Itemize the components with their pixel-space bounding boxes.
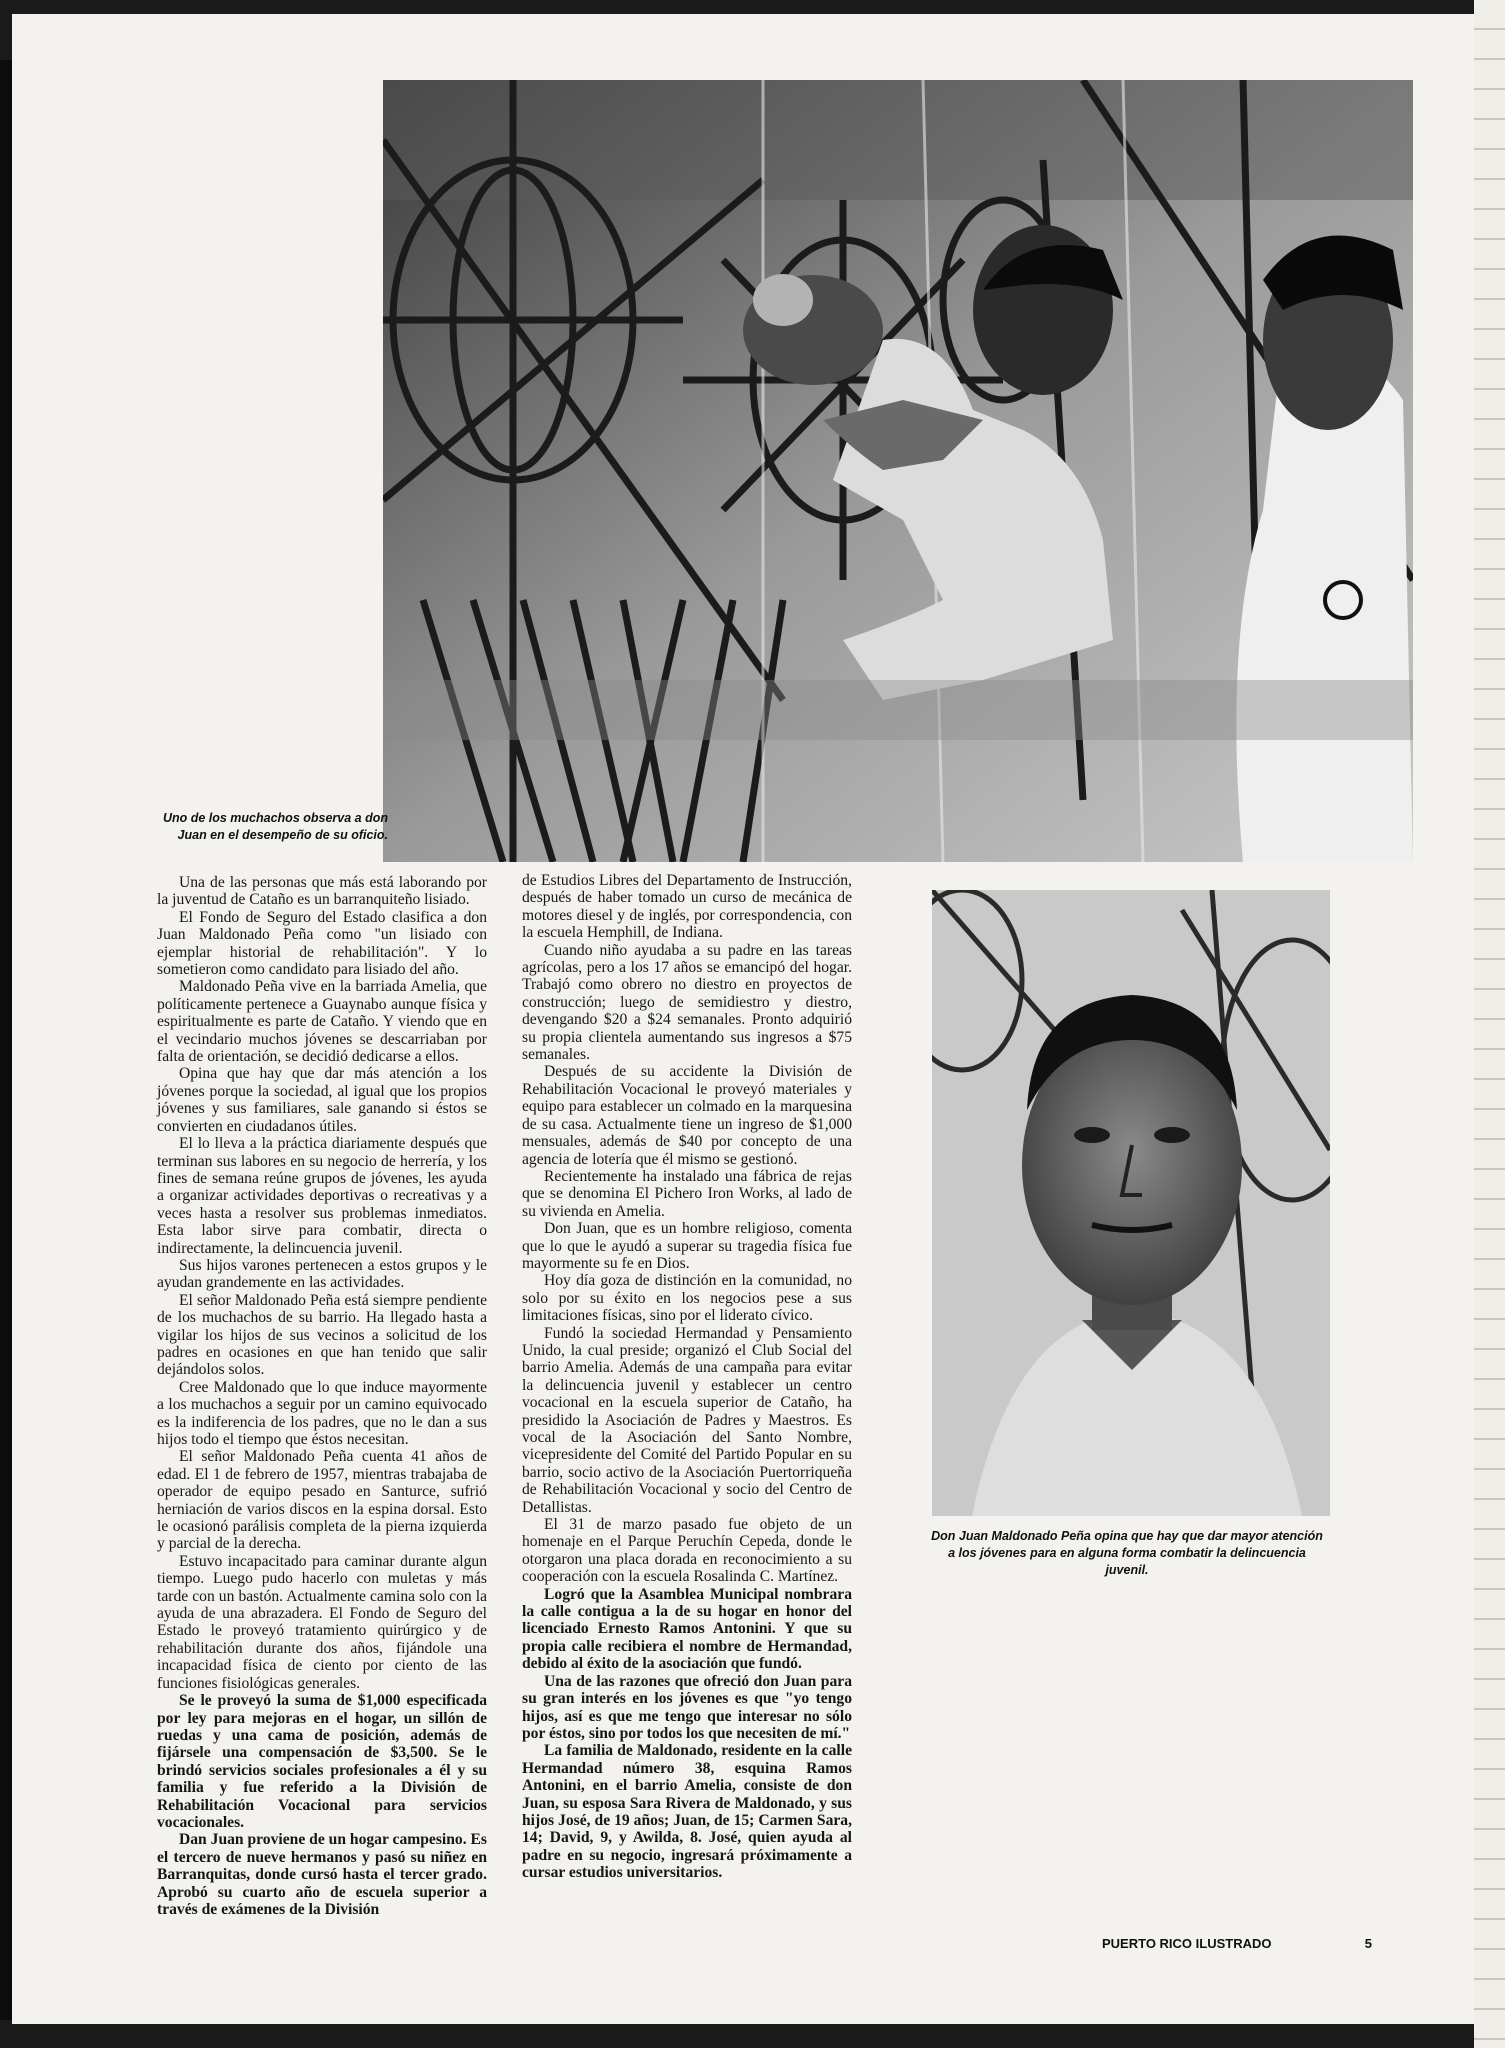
page-edge-right xyxy=(1474,0,1505,2048)
paragraph: Se le proveyó la suma de $1,000 especificada por ley para mejoras en el hogar, un sillón de ruedas y una cama de posición, además de fijársele una compensación de $3,500. Se le brindó servicios sociales profesionales a él y su familia y fue referido a la División de Rehabilitación Vocacional para servicios vocacionales. xyxy=(157,1692,487,1831)
paragraph: Una de las personas que más está laborando por la juventud de Cataño es un barranquiteño lisiado. xyxy=(157,874,487,909)
page-edge-left xyxy=(0,60,12,2020)
paragraph: El Fondo de Seguro del Estado clasifica a don Juan Maldonado Peña como "un lisiado con ejemplar historial de rehabilitación". Y lo sometieron como candidato para lisiado del año. xyxy=(157,908,487,979)
paragraph: Recientemente ha instalado una fábrica de rejas que se denomina El Pichero Iron Works, al lado de su vivienda en Amelia. xyxy=(522,1167,852,1220)
paragraph: El 31 de marzo pasado fue objeto de un homenaje en el Parque Peruchín Cepeda, donde le otorgaron una placa dorada en reconocimiento a su cooperación con la escuela Rosalinda C. Martínez. xyxy=(522,1516,852,1586)
portrait-photo-image xyxy=(932,890,1330,1516)
portrait-photo-caption: Don Juan Maldonado Peña opina que hay que dar mayor atención a los jóvenes para en alguna forma combatir la delincuencia juvenil. xyxy=(931,1529,1323,1577)
paragraph: de Estudios Libres del Departamento de Instrucción, después de haber tomado un curso de mecánica de motores diesel y de inglés, por correspondencia, con la escuela Hemphill, de Indiana. xyxy=(522,872,852,942)
paragraph: Logró que la Asamblea Municipal nombrara la calle contigua a la de su hogar en honor del licenciado Ernesto Ramos Antonini. Y que su propia calle recibiera el nombre de Hermandad, debido al éxito de la asociación que fundó. xyxy=(522,1585,852,1673)
article-column-2 xyxy=(522,872,852,1882)
paragraph: Don Juan, que es un hombre religioso, comenta que lo que le ayudó a superar su tragedia física fue mayormente su fe en Dios. xyxy=(522,1220,852,1272)
magazine-page xyxy=(12,14,1474,2024)
paragraph: Estuvo incapacitado para caminar durante algun tiempo. Luego pudo hacerlo con muletas y más tarde con un bastón. Actualmente camina solo con la ayuda de una abrazadera. El Fondo de Seguro del Estado le proveyó tratamiento quirúrgico y de rehabilitación durante dos años, fijándole una incapacidad física de ciento por ciento de las funciones fisiológicas generales. xyxy=(157,1552,487,1692)
paragraph: Cuando niño ayudaba a su padre en las tareas agrícolas, pero a los 17 años se emancipó del hogar. Trabajó como obrero no diestro en proyectos de construcción; luego de semidiestro y diestro, devengando $20 a $24 semanales. Pronto adquirió su propia clientela aumentando sus ingresos a $75 semanales. xyxy=(522,941,852,1064)
top-photo xyxy=(383,80,1413,862)
paragraph: El lo lleva a la práctica diariamente después que terminan sus labores en su negocio de herrería, y los fines de semana reúne grupos de jóvenes, les ayuda a organizar actividades deportivas o recreativas y a veces hasta a resolver sus problemas inmediatos. Esta labor sirve para combatir, directa o indirectamente, la delincuencia juvenil. xyxy=(157,1135,487,1257)
page-number: 5 xyxy=(1364,1936,1372,1951)
paragraph: El señor Maldonado Peña cuenta 41 años de edad. El 1 de febrero de 1957, mientras trabajaba de operador de equipo pesado en Santurce, sufrió herniación de varios discos en la espina dorsal. Esto le ocasionó parálisis completa de la pierna izquierda y parcial de la derecha. xyxy=(157,1448,487,1553)
top-photo-image xyxy=(383,80,1413,862)
paragraph: Hoy día goza de distinción en la comunidad, no solo por su éxito en los negocios pese a sus limitaciones físicas, sino por el liderato cívico. xyxy=(522,1272,852,1325)
paragraph: El señor Maldonado Peña está siempre pendiente de los muchachos de su barrio. Ha llegado hasta a vigilar los hijos de sus vecinos a solicitud de los padres en ocasiones en que han tenido que salir dejándolos solos. xyxy=(157,1291,487,1379)
paragraph: Opina que hay que dar más atención a los jóvenes porque la sociedad, al igual que los propios jóvenes y sus familiares, sale ganando si éstos se convierten en ciudadanos útiles. xyxy=(157,1065,487,1135)
portrait-photo xyxy=(932,890,1330,1516)
paragraph: La familia de Maldonado, residente en la calle Hermandad número 38, esquina Ramos Antonini, en el barrio Amelia, consiste de don Juan, su esposa Sara Rivera de Maldonado, y sus hijos José, de 19 años; Juan, de 15; Carmen Sara, 14; David, 9, y Awilda, 8. José, quien ayuda al padre en su negocio, ingresará próximamente a cursar estudios universitarios. xyxy=(522,1742,852,1882)
page-footer xyxy=(1102,1936,1372,1951)
paragraph: Una de las razones que ofreció don Juan para su gran interés en los jóvenes es que "yo tengo hijos, así es que me tengo que interesar no sólo por éstos, sino por todos los que necesiten de mí." xyxy=(522,1672,852,1742)
article-column-1 xyxy=(157,874,487,1918)
top-photo-caption: Uno de los muchachos observa a don Juan en el desempeño de su oficio. xyxy=(162,811,388,842)
paragraph: Fundó la sociedad Hermandad y Pensamiento Unido, la cual preside; organizó el Club Social del barrio Amelia. Además de una campaña para evitar la delincuencia juvenil y establecer un centro vocacional en la escuela superior de Cataño, ha presidido la Asociación de Padres y Maestros. Es vocal de la Asociación del Santo Nombre, vicepresidente del Comité del Partido Popular en su barrio, socio activo de la Asociación Puertorriqueña de Rehabilitación Vocacional y socio del Centro de Detallistas. xyxy=(522,1324,852,1516)
paragraph: Sus hijos varones pertenecen a estos grupos y le ayudan grandemente en las actividades. xyxy=(157,1256,487,1292)
paragraph: Cree Maldonado que lo que induce mayormente a los muchachos a seguir por un camino equivocado es la indiferencia de los padres, que no le dan a sus hijos todo el tiempo que éstos necesitan. xyxy=(157,1378,487,1448)
paragraph: Después de su accidente la División de Rehabilitación Vocacional le proveyó materiales y equipo para establecer un colmado en la marquesina de su casa. Actualmente tiene un ingreso de $1,000 mensuales, además de $40 por concepto de una agencia de lotería que él mismo se gestionó. xyxy=(522,1063,852,1168)
publication-name: PUERTO RICO ILUSTRADO xyxy=(1102,1936,1272,1951)
paragraph: Dan Juan proviene de un hogar campesino. Es el tercero de nueve hermanos y pasó su niñez en Barranquitas, donde cursó hasta el tercer grado. Aprobó su cuarto año de escuela superior a través de exámenes de la División xyxy=(157,1831,487,1918)
paragraph: Maldonado Peña vive en la barriada Amelia, que políticamente pertenece a Guaynabo aunque física y espiritualmente es parte de Cataño. Y viendo que en el vecindario muchos jóvenes se descarriaban por falta de orientación, se decidió dedicarse a ellos. xyxy=(157,978,487,1066)
